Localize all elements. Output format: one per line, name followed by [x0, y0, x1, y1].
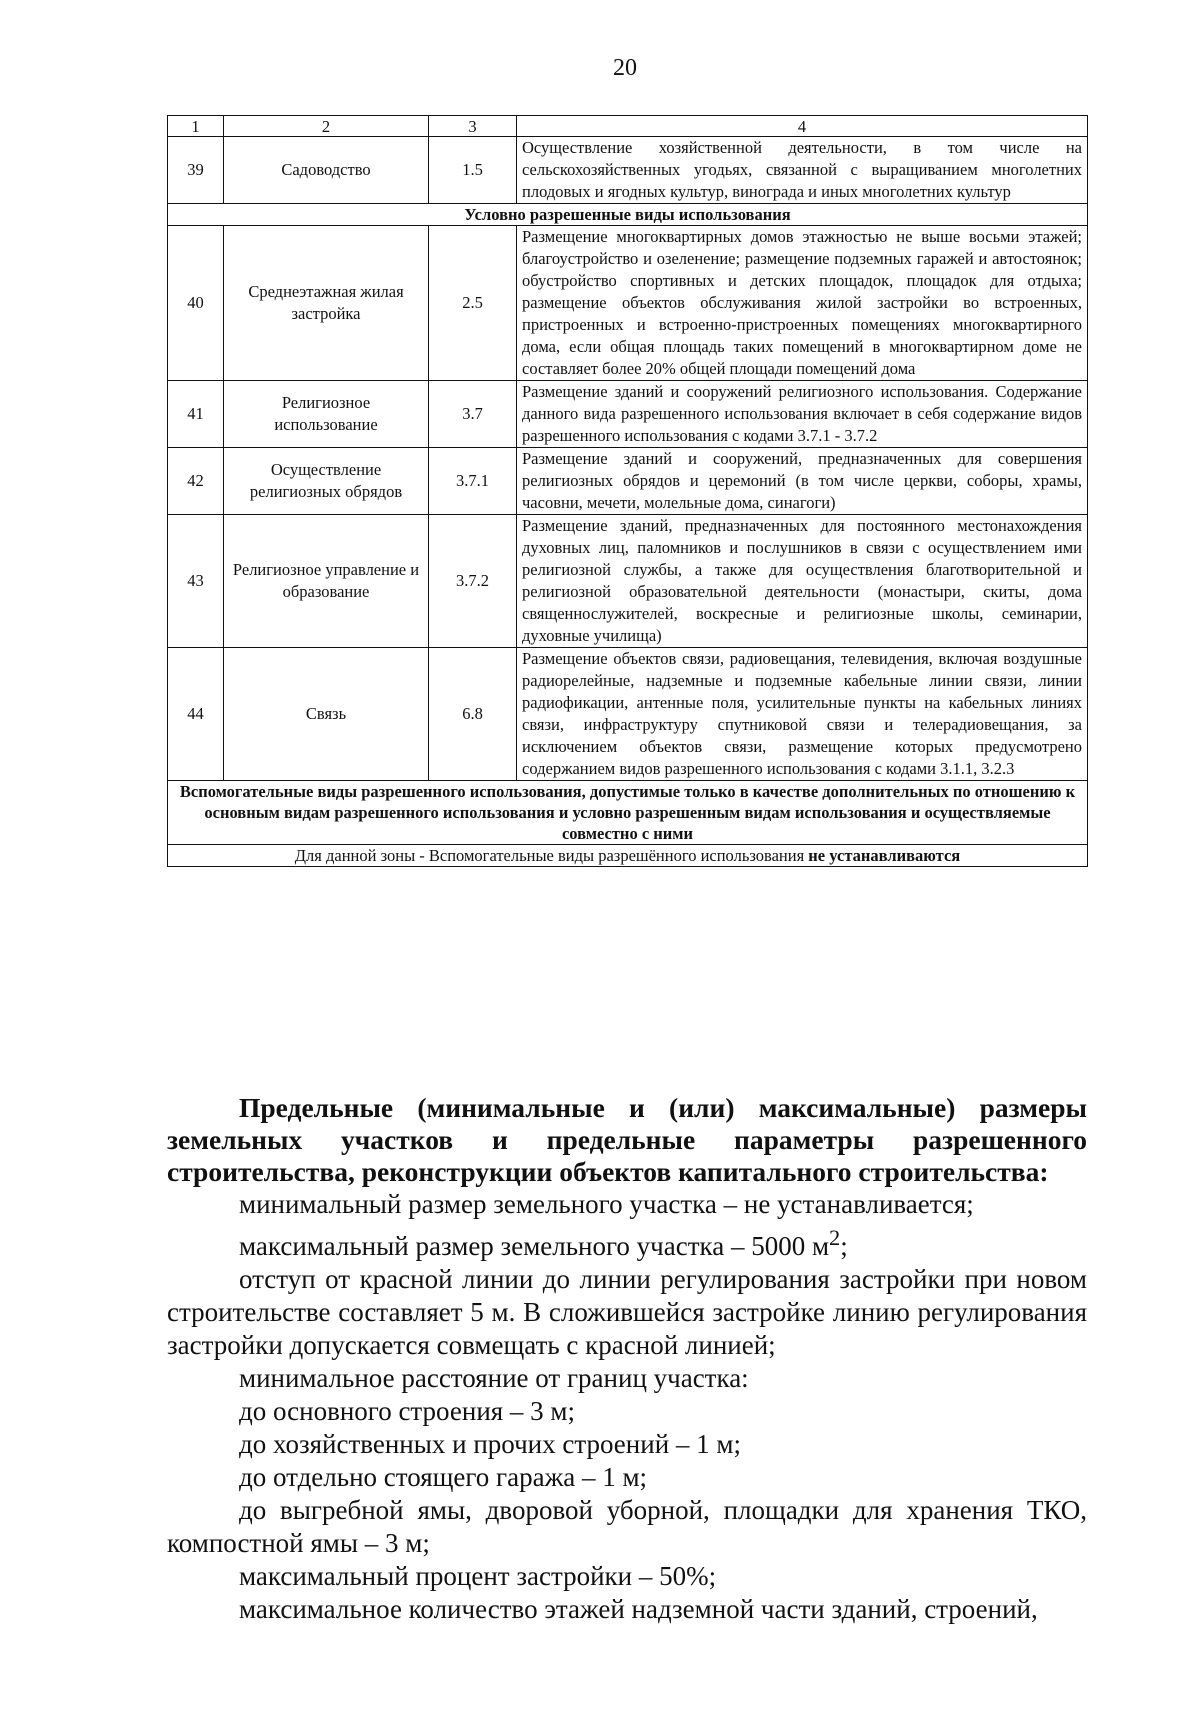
table-row [168, 448, 1088, 515]
param-distance-household: до хозяйственных и прочих строений – 1 м; [239, 1429, 741, 1459]
column-header: 3 [429, 116, 517, 137]
use-description: Размещение зданий и сооружений, предназначенных для совершения религиозных обрядов и церемоний (в том числе церкви, соборы, храмы, часовни, мечети, молельные дома, синагоги) [517, 448, 1088, 515]
param-max-area [167, 1221, 1087, 1263]
section-heading-row [168, 204, 1088, 226]
column-header: 2 [224, 116, 429, 137]
row-number: 42 [168, 448, 224, 515]
table-header-row [168, 116, 1088, 137]
section-heading-row [168, 781, 1088, 845]
row-number: 44 [168, 648, 224, 781]
row-number: 43 [168, 515, 224, 648]
use-name: Религиозное управление и образование [224, 515, 429, 648]
param-red-line: отступ от красной линии до линии регулирования застройки при новом строительстве составляет 5 м. В сложившейся застройке линию регулирования застройки допускается совмещать с красной линией; [167, 1264, 1087, 1360]
use-code: 6.8 [429, 648, 517, 781]
use-name: Религиозное использование [224, 381, 429, 448]
use-code: 3.7.1 [429, 448, 517, 515]
use-name: Среднеэтажная жилая застройка [224, 226, 429, 381]
max-area-text: максимальный размер земельного участка – 5000 м [239, 1231, 830, 1261]
auxiliary-note-emphasis: не устанавливаются [808, 846, 961, 865]
page-number: 20 [613, 55, 637, 81]
table-row [168, 137, 1088, 204]
use-description: Размещение объектов связи, радиовещания, телевидения, включая воздушные радиорелейные, надземные и подземные кабельные линии связи, линии радиофикации, антенные поля, усилительные пункты на кабельных линиях связи, инфраструктуру спутниковой связи и телерадиовещания, за исключением объектов связи, размещение которых предусмотрено содержанием видов разрешенного использования с кодами 3.1.1, 3.2.3 [517, 648, 1088, 781]
use-description: Осуществление хозяйственной деятельности, в том числе на сельскохозяйственных угодьях, связанной с выращиванием многолетних плодовых и ягодных культур, винограда и иных многолетних культур [517, 137, 1088, 204]
row-number: 39 [168, 137, 224, 204]
param-min-distance-title: минимальное расстояние от границ участка: [239, 1363, 749, 1393]
table-row [168, 226, 1088, 381]
param-distance-pit: до выгребной ямы, дворовой уборной, площадки для хранения ТКО, компостной ямы – 3 м; [167, 1495, 1087, 1558]
use-name: Связь [224, 648, 429, 781]
column-header: 4 [517, 116, 1088, 137]
use-code: 3.7 [429, 381, 517, 448]
table-row [168, 381, 1088, 448]
use-description: Размещение зданий и сооружений религиозного использования. Содержание данного вида разрешенного использования включает в себя содержание видов разрешенного использования с кодами 3.7.1 - 3.7.2 [517, 381, 1088, 448]
auxiliary-note-text: Для данной зоны - Вспомогательные виды разрешённого использования [294, 846, 809, 865]
use-code: 3.7.2 [429, 515, 517, 648]
auxiliary-note-row [168, 845, 1088, 867]
table-row [168, 648, 1088, 781]
table-row [168, 515, 1088, 648]
row-number: 40 [168, 226, 224, 381]
max-area-superscript: 2 [829, 1225, 841, 1250]
column-header: 1 [168, 116, 224, 137]
param-distance-main: до основного строения – 3 м; [239, 1396, 576, 1426]
param-min-area: минимальный размер земельного участка – не устанавливается; [239, 1189, 974, 1219]
use-code: 2.5 [429, 226, 517, 381]
use-name: Садоводство [224, 137, 429, 204]
conditional-uses-heading: Условно разрешенные виды использования [168, 204, 1088, 226]
use-code: 1.5 [429, 137, 517, 204]
row-number: 41 [168, 381, 224, 448]
param-max-coverage: максимальный процент застройки – 50%; [239, 1561, 717, 1591]
use-description: Размещение многоквартирных домов этажностью не выше восьми этажей; благоустройство и озеленение; размещение подземных гаражей и автостоянок; обустройство спортивных и детских площадок, площадок для отдыха; размещение объектов обслуживания жилой застройки во встроенных, пристроенных и встроенно-пристроенных помещениях многоквартирного дома, если общая площадь таких помещений в многоквартирном доме не составляет более 20% общей площади помещений дома [517, 226, 1088, 381]
land-use-table [167, 115, 1088, 867]
auxiliary-note [168, 845, 1088, 867]
parameters-heading: Предельные (минимальные и (или) максимальные) размеры земельных участков и предельные параметры разрешенного строительства, реконструкции объектов капитального строительства: [167, 1092, 1087, 1187]
param-max-floors: максимальное количество этажей надземной части зданий, строений, [239, 1594, 1038, 1624]
max-area-suffix: ; [840, 1231, 848, 1261]
use-description: Размещение зданий, предназначенных для постоянного местонахождения духовных лиц, паломников и послушников в связи с осуществлением ими религиозной службы, а также для осуществления благотворительной и религиозной образовательной деятельности (монастыри, скиты, дома священнослужителей, воскресные и религиозные школы, семинарии, духовные училища) [517, 515, 1088, 648]
param-distance-garage: до отдельно стоящего гаража – 1 м; [239, 1462, 648, 1492]
parameters-section [167, 1092, 1087, 1626]
auxiliary-uses-heading: Вспомогательные виды разрешенного использования, допустимые только в качестве дополнительных по отношению к основным видам разрешенного использования и условно разрешенным видам использования и осуществляемые совместно с ними [168, 781, 1088, 845]
use-name: Осуществление религиозных обрядов [224, 448, 429, 515]
